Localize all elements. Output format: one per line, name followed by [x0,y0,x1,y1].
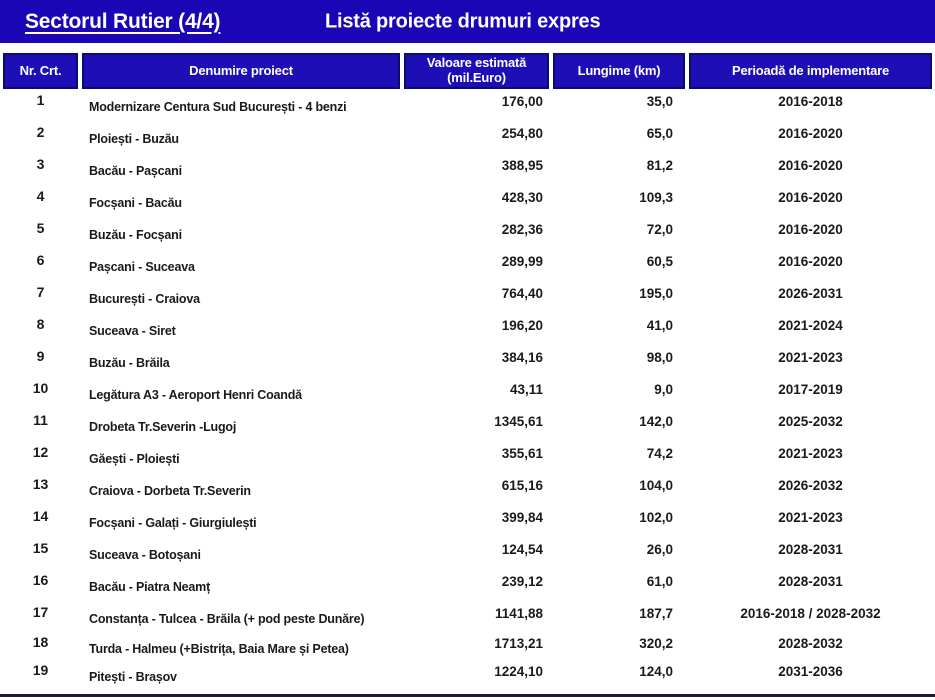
period-cell: 2017-2019 [778,381,843,397]
length-cell: 65,0 [646,125,673,141]
length-cell: 98,0 [646,349,673,365]
length-cell: 35,0 [646,93,673,109]
period-cell: 2016-2020 [778,125,843,141]
project-name-cell: Constanța - Tulcea - Brăila (+ pod peste Dunăre) [89,612,365,626]
length-cell: 74,2 [646,445,673,461]
project-name-cell: Pașcani - Suceava [89,260,195,274]
period-cell: 2016-2020 [778,157,843,173]
value-cell: 428,30 [501,189,543,205]
value-cell: 176,00 [501,93,543,109]
value-cell: 254,80 [501,125,543,141]
length-cell: 142,0 [639,413,673,429]
project-name-cell: Buzău - Brăila [89,356,170,370]
length-cell: 61,0 [646,573,673,589]
column-header-length: Lungime (km) [553,53,685,89]
project-name-cell: Focșani - Bacău [89,196,182,210]
length-cell: 320,2 [639,635,673,651]
row-number-cell: 4 [36,188,45,204]
project-name-cell: Turda - Halmeu (+Bistrița, Baia Mare și Petea) [89,642,349,656]
project-name-cell: Găești - Ploiești [89,452,180,466]
value-cell: 1224,10 [494,663,543,679]
project-name-cell: Bacău - Pașcani [89,164,182,178]
period-cell: 2028-2031 [778,541,843,557]
period-cell: 2016-2020 [778,189,843,205]
row-number-cell: 7 [36,284,45,300]
slide-header [0,0,935,43]
table-header-row [3,53,935,89]
project-name-cell: Ploiești - Buzău [89,132,179,146]
page-title: Sectorul Rutier (4/4) [25,9,221,33]
row-number-cell: 2 [36,124,45,140]
period-cell: 2028-2031 [778,573,843,589]
row-number-cell: 19 [32,662,49,678]
row-number-cell: 18 [32,634,49,650]
period-cell: 2025-2032 [778,413,843,429]
project-name-cell: Suceava - Botoșani [89,548,201,562]
length-cell: 41,0 [646,317,673,333]
value-cell: 1345,61 [494,413,543,429]
value-cell: 355,61 [501,445,543,461]
value-cell: 43,11 [509,381,543,397]
value-cell: 124,54 [501,541,543,557]
period-cell: 2021-2023 [778,445,843,461]
row-number-cell: 17 [32,604,49,620]
value-cell: 239,12 [501,573,543,589]
value-cell: 384,16 [501,349,543,365]
length-cell: 102,0 [639,509,673,525]
value-cell: 388,95 [501,157,543,173]
project-name-cell: Legătura A3 - Aeroport Henri Coandă [89,388,302,402]
period-cell: 2016-2020 [778,221,843,237]
row-number-cell: 15 [32,540,49,556]
period-cell: 2026-2032 [778,477,843,493]
length-cell: 60,5 [646,253,673,269]
row-number-cell: 6 [36,252,45,268]
period-cell: 2021-2024 [778,317,843,333]
row-number-cell: 13 [32,476,49,492]
row-number-cell: 3 [36,156,45,172]
project-name-cell: Modernizare Centura Sud București - 4 benzi [89,100,347,114]
length-cell: 9,0 [654,381,673,397]
projects-table [0,53,935,689]
value-cell: 282,36 [501,221,543,237]
length-cell: 124,0 [639,663,673,679]
length-cell: 72,0 [646,221,673,237]
value-cell: 399,84 [501,509,543,525]
row-number-cell: 8 [36,316,45,332]
period-cell: 2026-2031 [778,285,843,301]
project-name-cell: Buzău - Focșani [89,228,182,242]
value-cell: 764,40 [501,285,543,301]
project-name-cell: Craiova - Dorbeta Tr.Severin [89,484,251,498]
column-header-name: Denumire proiect [82,53,400,89]
row-number-cell: 14 [32,508,49,524]
row-number-cell: 11 [33,412,48,428]
value-cell: 196,20 [501,317,543,333]
row-number-cell: 16 [32,572,49,588]
length-cell: 109,3 [639,189,673,205]
project-name-cell: Focșani - Galați - Giurgiulești [89,516,257,530]
row-number-cell: 12 [32,444,49,460]
row-number-cell: 1 [36,92,45,108]
value-cell: 1141,88 [494,605,543,621]
period-cell: 2021-2023 [778,349,843,365]
row-number-cell: 5 [36,220,45,236]
value-cell: 1713,21 [494,635,543,651]
period-cell: 2021-2023 [778,509,843,525]
row-number-cell: 10 [32,380,49,396]
length-cell: 81,2 [646,157,673,173]
project-name-cell: Pitești - Brașov [89,670,177,684]
footer-bar [0,694,935,697]
project-name-cell: Bacău - Piatra Neamț [89,580,211,594]
table-body [3,89,935,689]
period-cell: 2028-2032 [778,635,843,651]
length-cell: 104,0 [639,477,673,493]
period-cell: 2031-2036 [778,663,843,679]
project-name-cell: Suceava - Siret [89,324,176,338]
project-name-cell: București - Craiova [89,292,200,306]
period-cell: 2016-2018 [778,93,843,109]
column-header-value: Valoare estimată (mil.Euro) [404,53,549,89]
column-header-nr: Nr. Crt. [3,53,78,89]
slide-subtitle: Listă proiecte drumuri expres [325,10,601,32]
length-cell: 187,7 [639,605,673,621]
period-cell: 2016-2020 [778,253,843,269]
row-number-cell: 9 [36,348,45,364]
column-header-period: Perioadă de implementare [689,53,932,89]
value-cell: 289,99 [501,253,543,269]
value-cell: 615,16 [501,477,543,493]
length-cell: 195,0 [639,285,673,301]
project-name-cell: Drobeta Tr.Severin -Lugoj [89,420,237,434]
length-cell: 26,0 [646,541,673,557]
period-cell: 2016-2018 / 2028-2032 [740,605,881,621]
table-row [3,661,935,689]
